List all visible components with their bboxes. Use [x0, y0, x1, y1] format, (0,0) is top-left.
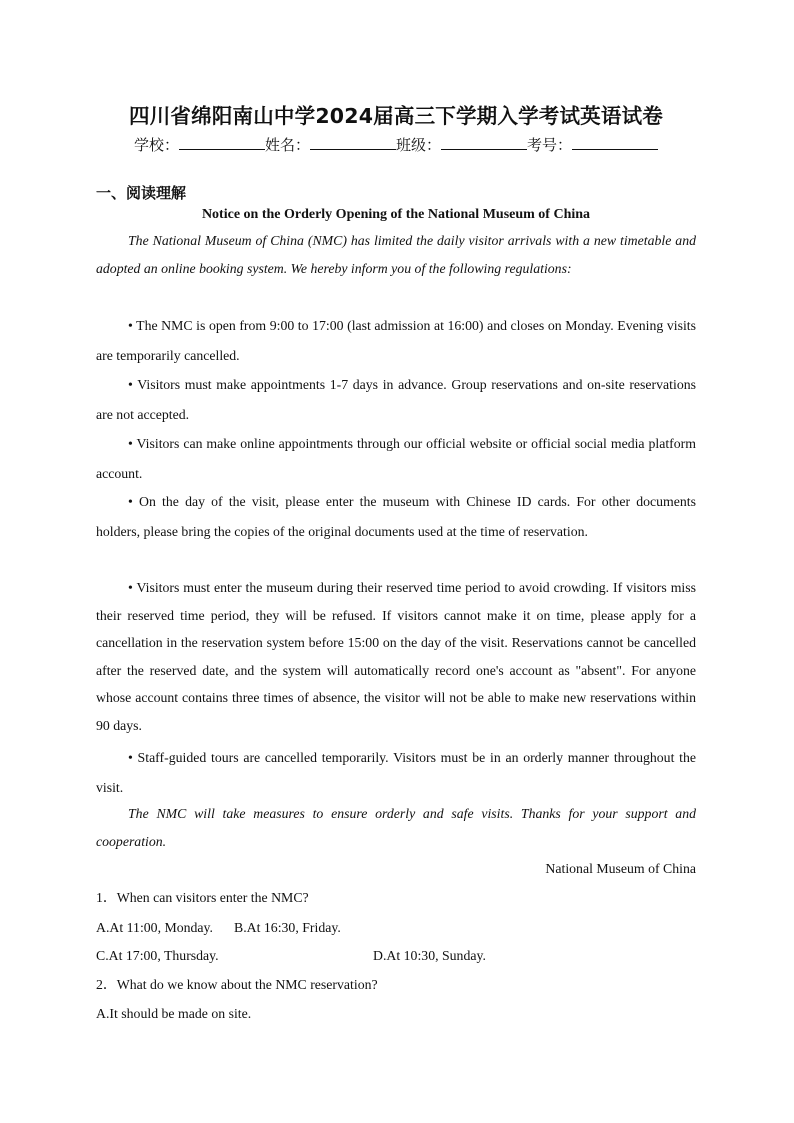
- name-label: 姓名：: [264, 136, 310, 154]
- name-blank[interactable]: [310, 136, 396, 150]
- exam-page: [96, 0, 696, 1123]
- question-1-option-a[interactable]: A.At 11:00, Monday.: [96, 920, 214, 935]
- class-blank[interactable]: [441, 136, 527, 150]
- question-1-option-d[interactable]: D.At 10:30, Sunday.: [373, 948, 486, 963]
- exam-number-blank[interactable]: [572, 136, 658, 150]
- question-1-option-b[interactable]: B.At 16:30, Friday.: [234, 920, 341, 935]
- bullet-id-cards: • On the day of the visit, please enter the museum with Chinese ID cards. For other documents holders, please bring the copies of the original documents used at the time of reservation.: [96, 494, 696, 539]
- passage-intro: The National Museum of China (NMC) has limited the daily visitor arrivals with a new timetable and adopted an online booking system. We hereby inform you of the following regulations:: [96, 233, 696, 276]
- bullet-tours: • Staff-guided tours are cancelled temporarily. Visitors must be in an orderly manner throughout the visit.: [96, 750, 696, 795]
- section-heading: 一、阅读理解: [96, 184, 187, 202]
- class-label: 班级：: [396, 136, 442, 154]
- question-1-option-c[interactable]: C.At 17:00, Thursday.: [96, 948, 219, 963]
- exam-number-label: 考号：: [527, 136, 573, 154]
- passage-signature: National Museum of China: [545, 861, 696, 876]
- exam-title: 四川省绵阳南山中学2024届高三下学期入学考试英语试卷: [129, 104, 663, 128]
- school-blank[interactable]: [179, 136, 265, 150]
- question-2-stem: 2．What do we know about the NMC reservation?: [96, 977, 378, 992]
- passage-title: Notice on the Orderly Opening of the National Museum of China: [201, 207, 591, 222]
- bullet-opening-hours: • The NMC is open from 9:00 to 17:00 (last admission at 16:00) and closes on Monday. Evening visits are temporarily cancelled.: [96, 318, 696, 363]
- bullet-online-booking: • Visitors can make online appointments through our official website or official social media platform account.: [96, 436, 696, 481]
- school-label: 学校：: [133, 136, 179, 154]
- question-2-option-a[interactable]: A.It should be made on site.: [96, 1006, 252, 1021]
- question-1-stem: 1．When can visitors enter the NMC?: [96, 890, 309, 905]
- bullet-appointments: • Visitors must make appointments 1-7 days in advance. Group reservations and on-site reservations are not accepted.: [96, 377, 696, 422]
- student-info-line: [96, 134, 696, 156]
- passage-closing: The NMC will take measures to ensure orderly and safe visits. Thanks for your support and cooperation.: [96, 806, 696, 849]
- bullet-reserved-time: • Visitors must enter the museum during their reserved time period to avoid crowding. If visitors miss their reserved time period, they will be refused. If visitors cannot make it on time, please apply for a cancellation in the reservation system before 15:00 on the day of the visit. Reservations cannot be cancelled after the reserved date, and the system will automatically record one's account as "absent". For anyone whose account contains three times of absence, the visitor will not be able to make new reservations within 90 days.: [96, 580, 696, 733]
